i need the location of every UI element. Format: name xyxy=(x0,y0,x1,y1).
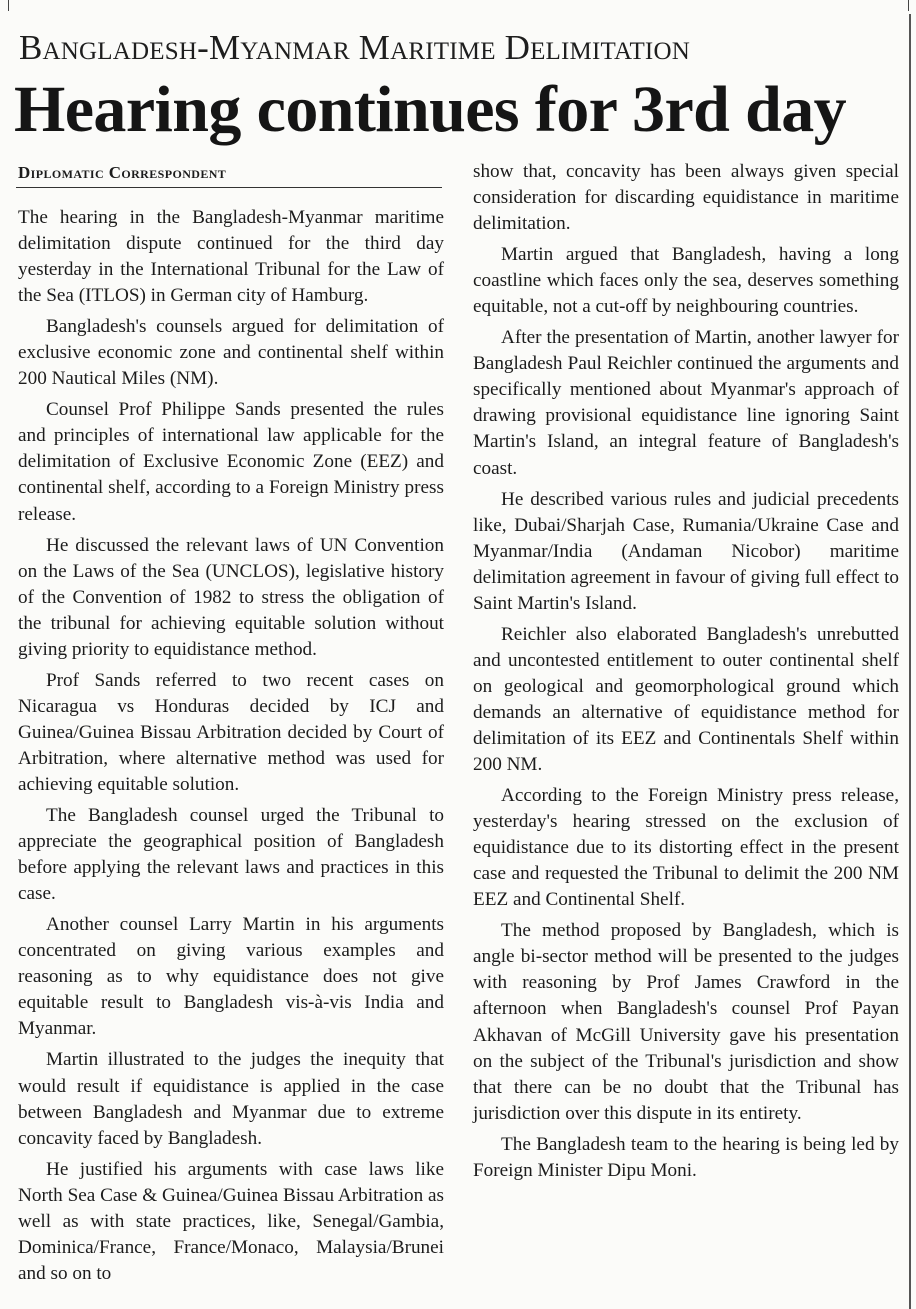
paragraph: He justified his arguments with case laws like North Sea Case & Guinea/Guinea Bissau Arbitration as well as with state practices, like, Senegal/Gambia, Dominica/France, France/Monaco, Malaysia/Brunei and so on to xyxy=(18,1158,444,1284)
clipping-top-edge xyxy=(0,0,916,11)
clipping-edge-mark-left xyxy=(8,0,9,11)
paragraph: The hearing in the Bangladesh-Myanmar maritime delimitation dispute continued for the third day yesterday in the International Tribunal for the Law of the Sea (ITLOS) in German city of Hamburg. xyxy=(18,207,444,307)
clipping-edge-mark-right xyxy=(908,0,909,11)
paragraph: The method proposed by Bangladesh, which is angle bi-sector method will be presented to the judges with reasoning by Prof James Crawford in the afternoon when Bangladesh's counsel Prof Payan Akhavan of McGill University gave his presentation on the subject of the Tribunal's jurisdiction and show that there can be no doubt that the Tribunal has jurisdiction over this dispute in its entirety. xyxy=(473,920,899,1124)
article-column-right xyxy=(473,159,899,1189)
paragraph: Bangladesh's counsels argued for delimitation of exclusive economic zone and continental shelf within 200 Nautical Miles (NM). xyxy=(18,316,444,390)
paragraph: Martin argued that Bangladesh, having a long coastline which faces only the sea, deserves something equitable, not a cut-off by neighbouring countries. xyxy=(473,244,899,318)
article-kicker: Bangladesh-Myanmar Maritime Delimitation xyxy=(19,28,690,67)
paragraph: He discussed the relevant laws of UN Convention on the Laws of the Sea (UNCLOS), legislative history of the Convention of 1982 to stress the obligation of the tribunal for achieving equitable solution without giving priority to equidistance method. xyxy=(18,534,444,660)
paragraph: Prof Sands referred to two recent cases on Nicaragua vs Honduras decided by ICJ and Guinea/Guinea Bissau Arbitration decided by Court of Arbitration, where alternative method was used for achieving equitable solution. xyxy=(18,669,444,795)
paragraph: Martin illustrated to the judges the inequity that would result if equidistance is applied in the case between Bangladesh and Myanmar due to extreme concavity faced by Bangladesh. xyxy=(18,1049,444,1149)
article-byline: Diplomatic Correspondent xyxy=(18,163,227,182)
clipping-right-border xyxy=(909,14,911,1309)
paragraph: show that, concavity has been always given special consideration for discarding equidistance in maritime delimitation. xyxy=(473,161,899,235)
paragraph: After the presentation of Martin, another lawyer for Bangladesh Paul Reichler continued the arguments and specifically mentioned about Myanmar's approach of drawing provisional equidistance line ignoring Saint Martin's Island, an integral feature of Bangladesh's coast. xyxy=(473,327,899,479)
paragraph: The Bangladesh counsel urged the Tribunal to appreciate the geographical position of Bangladesh before applying the relevant laws and practices in this case. xyxy=(18,805,444,905)
paragraph: Reichler also elaborated Bangladesh's unrebutted and uncontested entitlement to outer continental shelf on geological and geomorphological ground which demands an alternative of equidistance method for delimitation of its EEZ and Continentals Shelf within 200 NM. xyxy=(473,623,899,776)
paragraph: He described various rules and judicial precedents like, Dubai/Sharjah Case, Rumania/Ukraine Case and Myanmar/India (Andaman Nicobor) maritime delimitation agreement in favour of giving full effect to Saint Martin's Island. xyxy=(473,488,899,614)
paragraph: The Bangladesh team to the hearing is being led by Foreign Minister Dipu Moni. xyxy=(473,1133,899,1181)
article-column-left xyxy=(18,205,444,1292)
byline-divider xyxy=(16,187,442,188)
paragraph: Counsel Prof Philippe Sands presented the rules and principles of international law applicable for the delimitation of Exclusive Economic Zone (EEZ) and continental shelf, according to a Foreign Ministry press release. xyxy=(18,399,444,525)
paragraph: According to the Foreign Ministry press release, yesterday's hearing stressed on the exclusion of equidistance due to its distorting effect in the present case and requested the Tribunal to delimit the 200 NM EEZ and Continental Shelf. xyxy=(473,785,899,911)
article-headline: Hearing continues for 3rd day xyxy=(14,73,847,146)
paragraph: Another counsel Larry Martin in his arguments concentrated on giving various examples and reasoning as to why equidistance does not give equitable result to Bangladesh vis-à-vis India and Myanmar. xyxy=(18,914,444,1040)
